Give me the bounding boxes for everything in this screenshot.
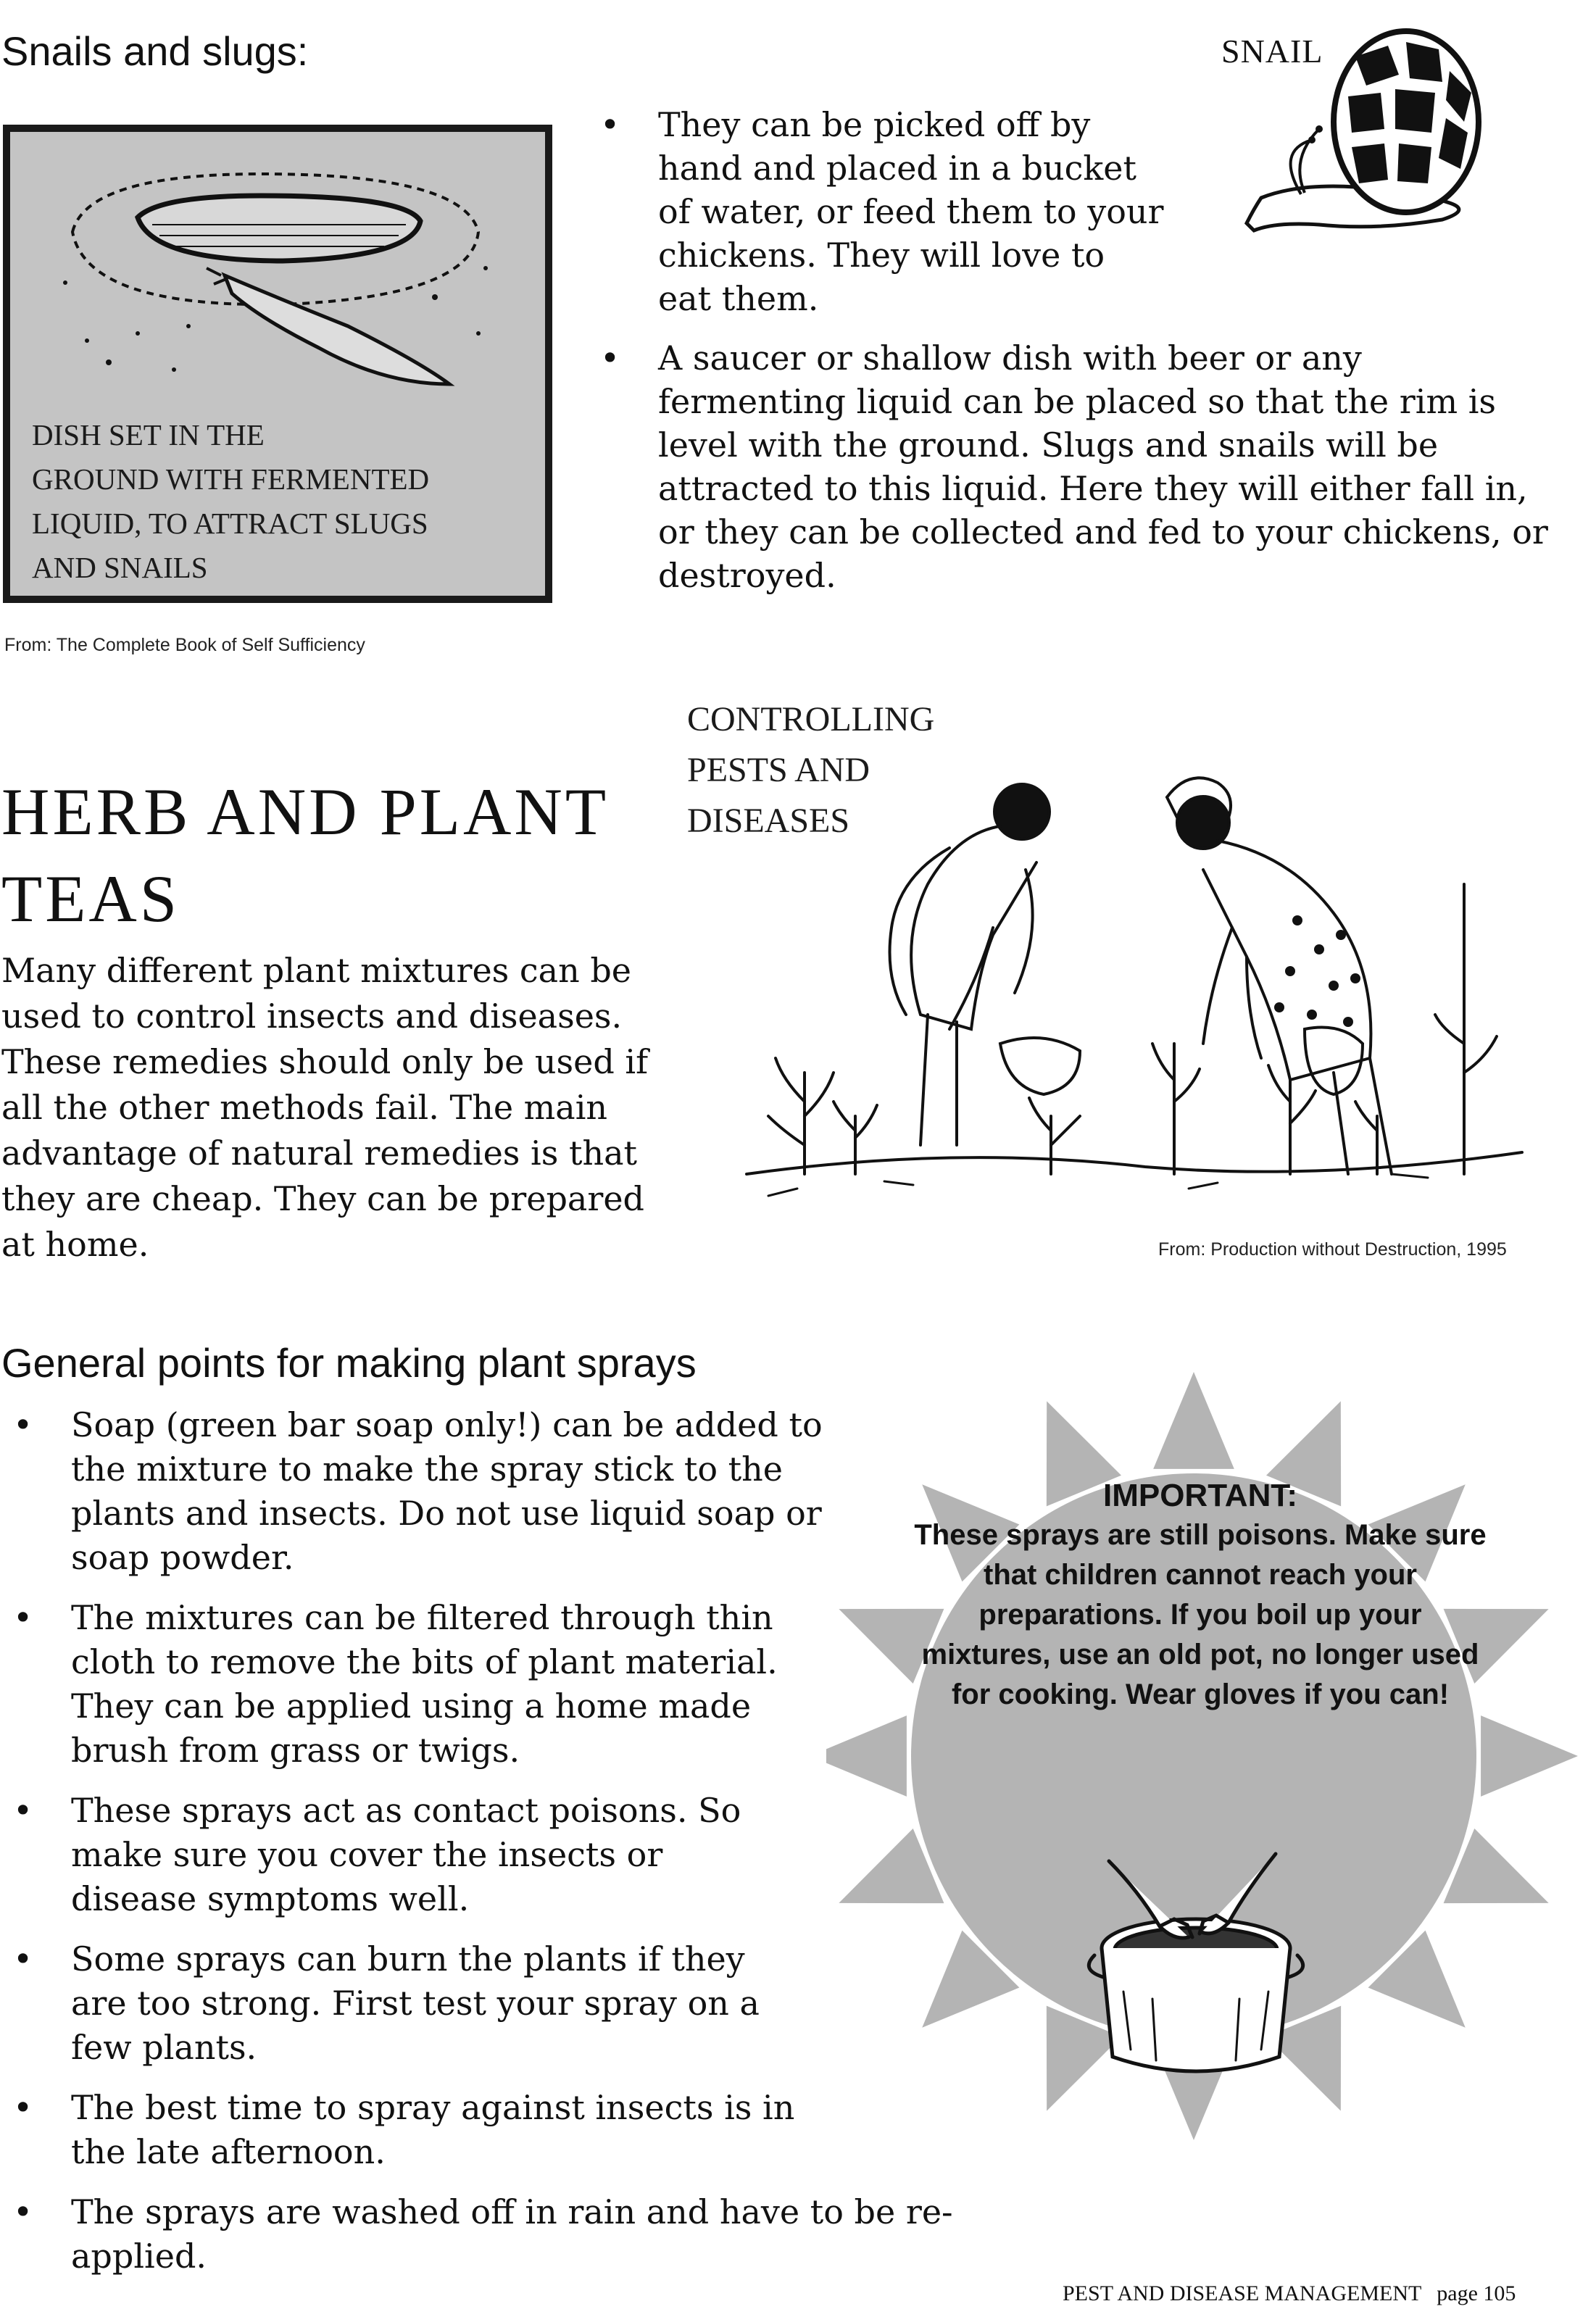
herb-intro-paragraph: Many different plant mixtures can be used to control insects and diseases. These remedies should only be used if all the other methods fail. The main advantage of natural remedies is that they are cheap. They can be prepared at home. <box>1 951 649 1264</box>
caption-line: PESTS AND <box>687 751 870 789</box>
footer-section: PEST AND DISEASE MANAGEMENT <box>1063 2281 1421 2305</box>
sun-ray <box>1153 1372 1234 1469</box>
snail-bullet-list <box>600 103 1550 613</box>
list-item <box>13 1596 781 1773</box>
list-item-text: The best time to spray against insects is in the late afternoon. <box>71 2088 795 2171</box>
bullet-marker: • <box>600 105 620 144</box>
list-item <box>13 1937 796 2070</box>
footer-page-number: page 105 <box>1437 2281 1516 2305</box>
bullet-marker: • <box>13 1791 33 1830</box>
list-item-text: Soap (green bar soap only!) can be added to the mixture to make the spray stick to the plants and insects. Do not use liquid soap or soap powder. <box>71 1405 823 1577</box>
heading-line: HERB AND PLANT <box>1 775 610 849</box>
list-item-text: Some sprays can burn the plants if they are too strong. First test your spray on a few plants. <box>71 1939 760 2067</box>
heading-line: TEAS <box>1 862 180 936</box>
dish-caption-line: DISH SET IN THE <box>32 418 265 452</box>
dish-caption-line: AND SNAILS <box>32 551 208 584</box>
bullet-marker: • <box>13 2192 33 2231</box>
dish-caption-line: LIQUID, TO ATTRACT SLUGS <box>32 507 428 540</box>
dish-trap-icon <box>43 152 507 428</box>
list-item <box>600 336 1550 597</box>
sun-ray <box>1481 1715 1578 1797</box>
important-body: These sprays are still poisons. Make sure that children cannot reach your preparations. If you boil up your mixtures, use an old pot, no longer used for cooking. Wear gloves if you can! <box>914 1519 1487 1710</box>
sun-ray <box>826 1715 907 1797</box>
list-item-text: These sprays act as contact poisons. So make sure you cover the insects or disease symptoms well. <box>71 1791 741 1918</box>
bullet-marker: • <box>13 2088 33 2127</box>
bullet-marker: • <box>13 1598 33 1637</box>
source-credit-gardeners: From: Production without Destruction, 1995 <box>1158 1239 1507 1260</box>
bullet-marker: • <box>13 1939 33 1979</box>
list-item-text: A saucer or shallow dish with beer or any fermenting liquid can be placed so that the rim is level with the ground. Slugs and snails will be attracted to this liquid. Here they will either fall in, or they can be collected and fed to your chickens, or destroyed. <box>658 338 1548 595</box>
dish-caption <box>32 413 496 590</box>
snail-label: SNAIL <box>1221 33 1323 70</box>
list-item-text: They can be picked off by hand and placed in a bucket of water, or feed them to your chickens. They will love to eat them. <box>658 105 1164 318</box>
section-heading-snails: Snails and slugs: <box>1 28 309 74</box>
dish-caption-line: GROUND WITH FERMENTED <box>32 462 430 496</box>
list-item <box>13 1789 781 1921</box>
caption-line: DISEASES <box>687 802 850 840</box>
list-item <box>13 2086 825 2174</box>
list-item-text: The mixtures can be filtered through thin cloth to remove the bits of plant material. They can be applied using a home made brush from grass or twigs. <box>71 1598 778 1770</box>
source-credit-snails: From: The Complete Book of Self Sufficiency <box>4 635 365 655</box>
gardeners-icon <box>739 739 1529 1203</box>
section-heading-herb <box>1 768 654 942</box>
important-callout-text <box>910 1476 1490 1715</box>
important-title: IMPORTANT: <box>1102 1478 1298 1513</box>
list-item-text: The sprays are washed off in rain and have to be re-applied. <box>71 2192 953 2276</box>
list-item <box>600 103 1165 320</box>
list-item <box>13 1403 883 1580</box>
bullet-marker: • <box>13 1405 33 1444</box>
caption-line: CONTROLLING <box>687 700 935 739</box>
important-sun-callout <box>826 1339 1591 2144</box>
bullet-marker: • <box>600 338 620 378</box>
page-footer <box>1063 2281 1516 2306</box>
list-item <box>13 2190 1071 2279</box>
section-heading-general: General points for making plant sprays <box>1 1340 697 1386</box>
